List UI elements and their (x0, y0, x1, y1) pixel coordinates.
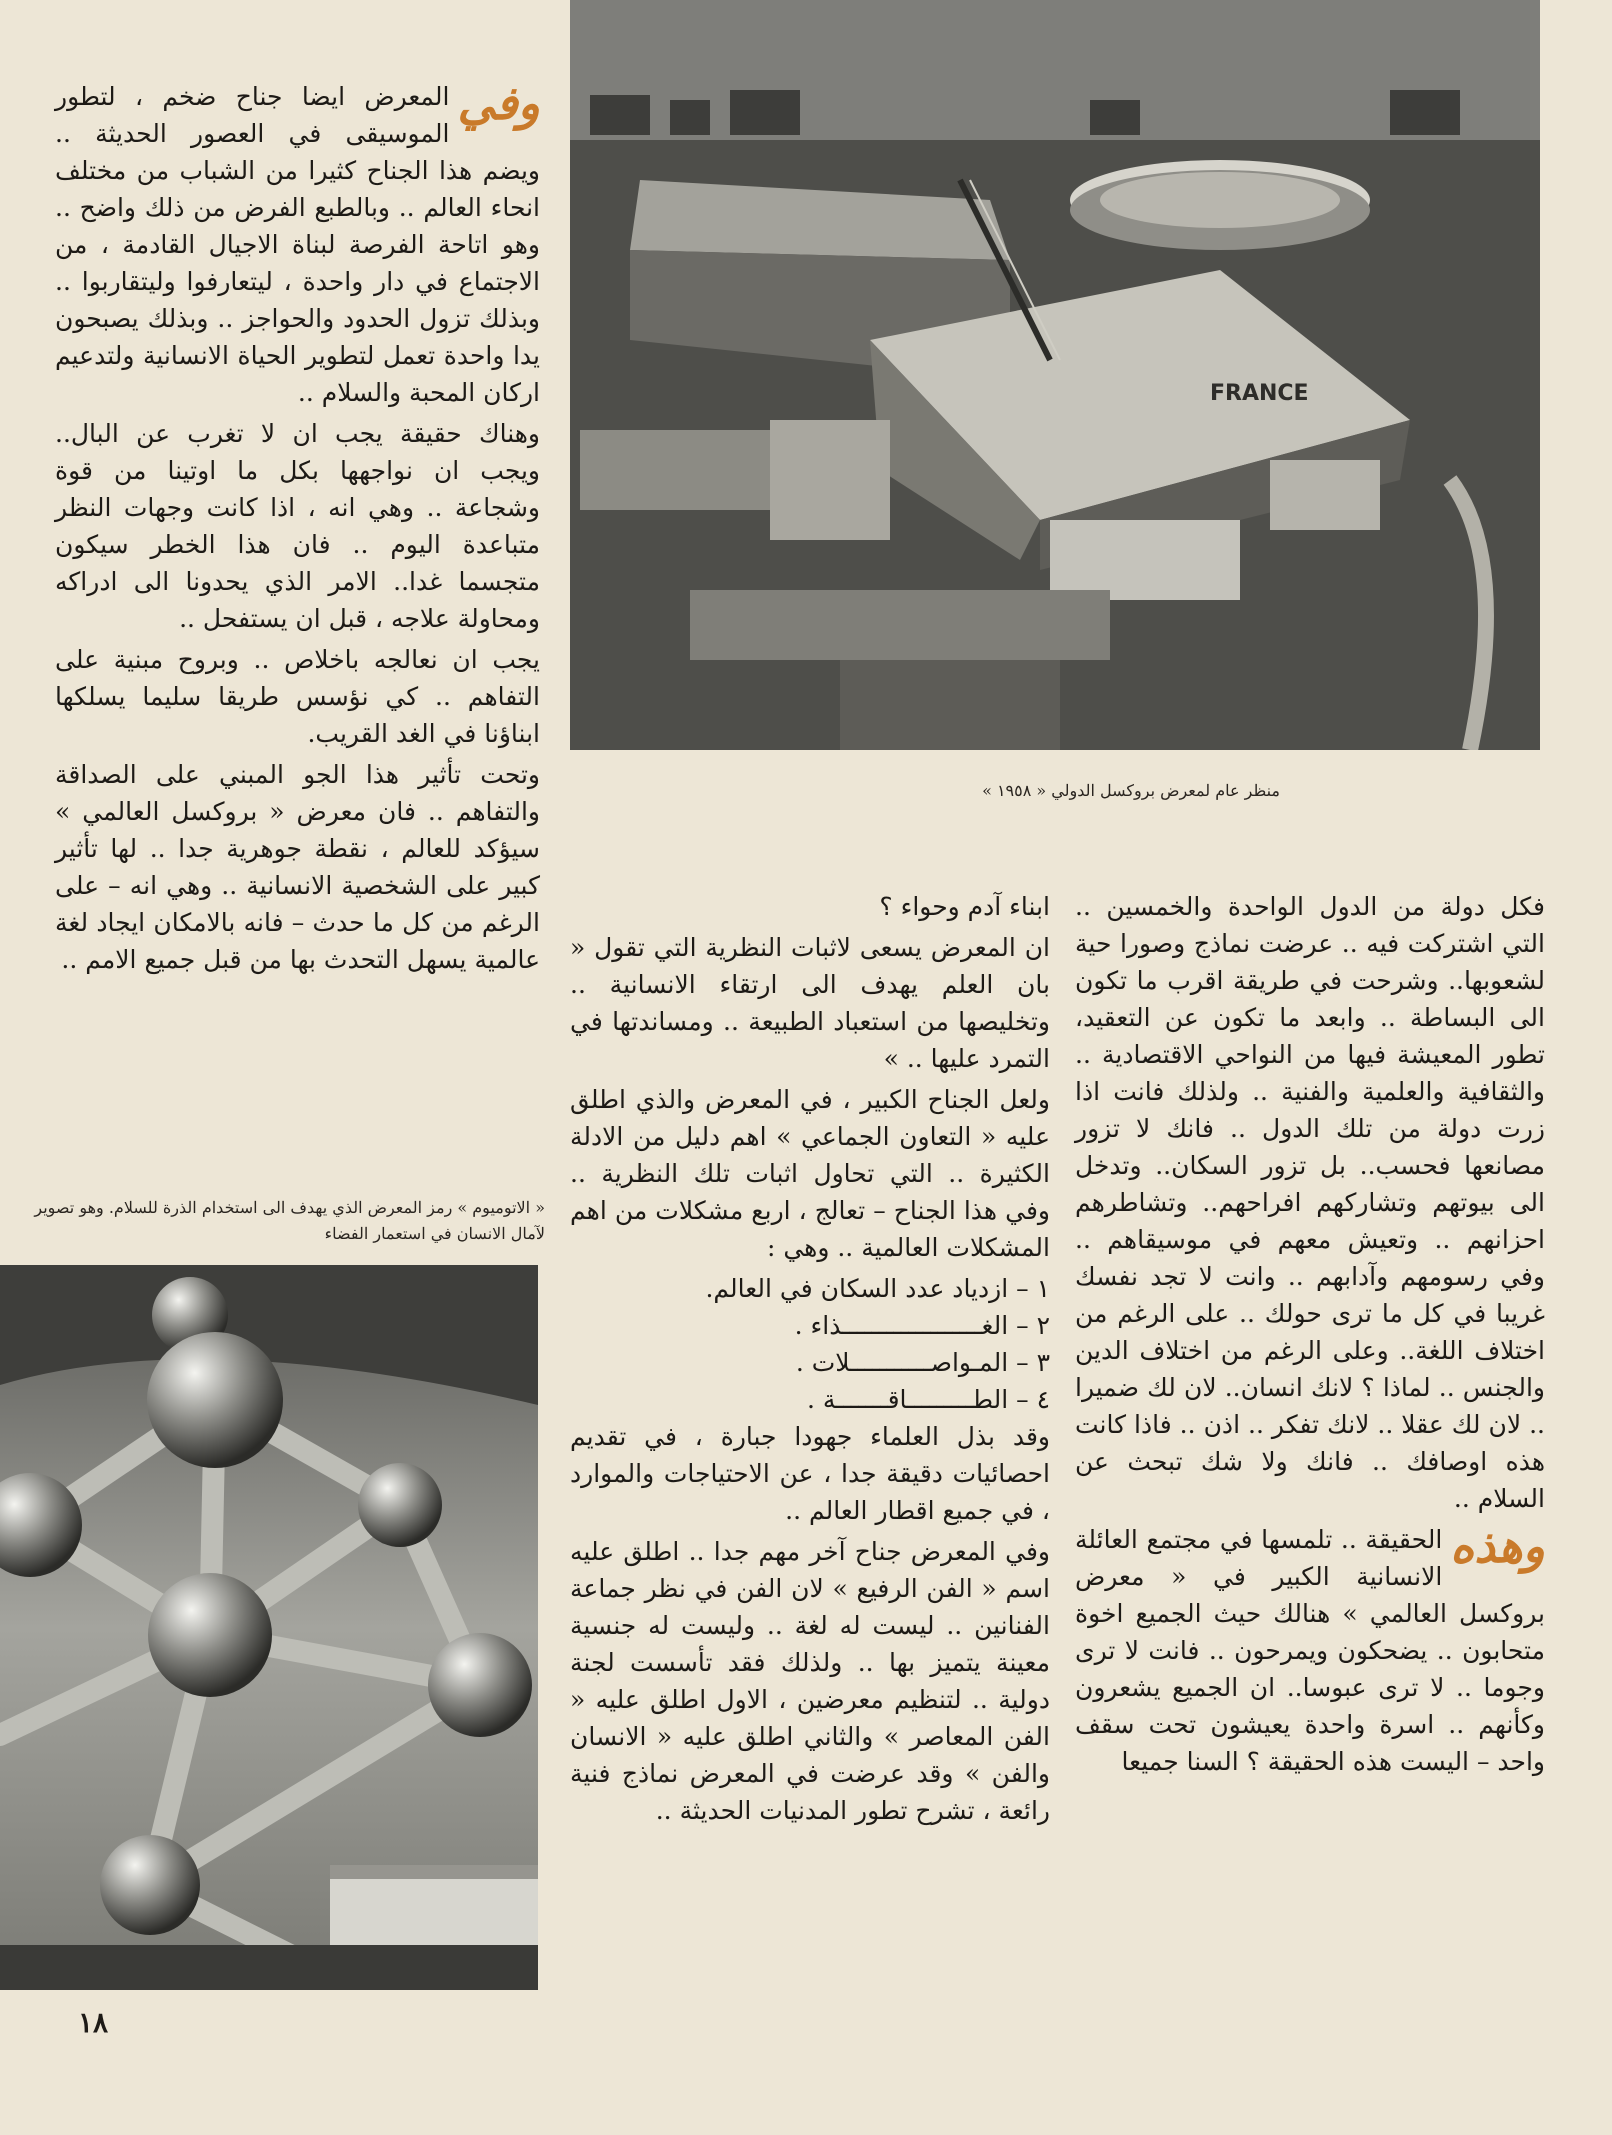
left-paragraph-3: يجب ان نعالجه باخلاص .. وبروح مبنية على التفاهم .. كي نؤسس طريقا سليما يسلكها ابناؤنا في الغد القريب. (55, 645, 540, 748)
atomium-illustration (0, 1265, 538, 1990)
right-column-text (1075, 888, 1545, 1784)
middle-paragraph-3: ولعل الجناح الكبير ، في المعرض والذي اطلق عليه « التعاون الجماعي » اهم دليل من الادلة الكثيرة .. التي تحاول اثبات تلك النظرية .. وفي هذا الجناح – تعالج ، اربع مشكلات من اهم المشكلات العالمية .. وهي : (570, 1085, 1050, 1262)
page-number: ١٨ (78, 2006, 109, 2039)
atomium-photo-caption: « الاتوميوم » رمز المعرض الذي يهدف الى استخدام الذرة للسلام. وهو تصوير لآمال الانسان في استعمار الفضاء (34, 1198, 545, 1243)
expo-aerial-illustration (570, 0, 1540, 750)
right-lead-word: وهذه (1450, 1519, 1545, 1573)
right-paragraph-2: الحقيقة .. تلمسها في مجتمع العائلة الانسانية الكبير في « معرض بروكسل العالمي » هنالك حيث الجميع اخوة متحابون .. يضحكون ويمرحون .. فانت لا ترى وجوما .. لا ترى عبوسا.. ان الجميع يشعرون وكأنهم .. اسرة واحدة يعيشون تحت سقف واحد – اليست هذه الحقيقة ؟ السنا جميعا (1075, 1525, 1545, 1776)
middle-paragraph-2: ان المعرض يسعى لاثبات النظرية التي تقول « بان العلم يهدف الى ارتقاء الانسانية .. وتخليصها من استعباد الطبيعة .. ومساندتها في التمرد عليها .. » (570, 933, 1050, 1073)
expo-aerial-photo (570, 0, 1540, 750)
left-column-text (55, 78, 540, 982)
left-paragraph-1: المعرض ايضا جناح ضخم ، لتطور الموسيقى في العصور الحديثة .. ويضم هذا الجناح كثيرا من الشباب من مختلف انحاء العالم .. وبالطبع الفرض من ذلك واضح .. وهو اتاحة الفرصة لبناة الاجيال القادمة ، من الاجتماع في دار واحدة ، ليتعارفوا وليتقاربوا .. وبذلك تزول الحدود والحواجز .. وبذلك يصبحون يدا واحدة تعمل لتطوير الحياة الانسانية ولتدعيم اركان المحبة والسلام .. (55, 82, 540, 407)
middle-column-text (570, 888, 1050, 1833)
world-problems-list (570, 1270, 1050, 1418)
list-item: ٤ – الطـــــــــاقـــــــة . (807, 1385, 1050, 1414)
left-paragraph-2: وهناك حقيقة يجب ان لا تغرب عن البال.. ويجب ان نواجهها بكل ما اوتينا من قوة وشجاعة .. وهي انه ، اذا كانت وجهات النظر متباعدة اليوم .. فان هذا الخطر سيكون متجسما غدا.. الامر الذي يحدونا الى ادراكه ومحاولة علاجه ، قبل ان يستفحل .. (55, 419, 540, 633)
right-paragraph-1: فكل دولة من الدول الواحدة والخمسين .. التي اشتركت فيه .. عرضت نماذج وصورا حية لشعوبها.. وشرحت في طريقة اقرب ما تكون الى البساطة .. وابعد ما تكون عن التعقيد، تطور المعيشة فيها من النواحي الاقتصادية .. والثقافية والعلمية والفنية .. ولذلك فانت اذا زرت دولة من تلك الدول .. فانك لا تزور مصانعها فحسب.. بل تزور السكان.. وتدخل الى بيوتهم وتشاركهم افراحهم.. وتشاطرهم احزانهم .. وتعيش معهم في موسيقاهم .. وفي رسومهم وآدابهم .. وانت لا تجد نفسك غريبا في كل ما ترى حولك .. على الرغم من اختلاف اللغة.. وعلى الرغم من اختلاف الدين والجنس .. لماذا ؟ لانك انسان.. لان لك ضميرا .. لان لك عقلا .. لانك تفكر .. اذن .. فاذا كانت هذه اوصافك .. فانك ولا شك تبحث عن السلام .. (1075, 892, 1545, 1513)
left-paragraph-4: وتحت تأثير هذا الجو المبني على الصداقة والتفاهم .. فان معرض « بروكسل العالمي » سيؤكد للعالم ، نقطة جوهرية جدا .. لها تأثير كبير على الشخصية الانسانية .. وهي انه – على الرغم من كل ما حدث – فانه بالامكان ايجاد لغة عالمية يسهل التحدث بها من قبل جميع الامم .. (55, 760, 540, 974)
left-lead-word: وفي (457, 76, 540, 130)
aerial-photo-caption: منظر عام لمعرض بروكسل الدولي « ١٩٥٨ » (982, 781, 1280, 800)
list-item: ٣ – المـواصـــــــــــلات . (795, 1348, 1050, 1377)
middle-paragraph-1: ابناء آدم وحواء ؟ (879, 892, 1050, 921)
middle-paragraph-4: وقد بذل العلماء جهودا جبارة ، في تقديم احصائيات دقيقة جدا ، عن الاحتياجات والموارد ، في جميع اقطار العالم .. (570, 1422, 1050, 1525)
atomium-photo (0, 1265, 538, 1990)
list-item: ١ – ازدياد عدد السكان في العالم. (705, 1274, 1050, 1303)
france-sign: FRANCE (1210, 381, 1309, 406)
middle-paragraph-5: وفي المعرض جناح آخر مهم جدا .. اطلق عليه اسم « الفن الرفيع » لان الفن في نظر جماعة الفنانين .. ليست له لغة .. وليست له جنسية معينة يتميز بها .. ولذلك فقد تأسست لجنة دولية .. لتنظيم معرضين ، الاول اطلق عليه « الفن المعاصر » والثاني اطلق عليه « الانسان والفن » وقد عرضت في المعرض نماذج فنية رائعة ، تشرح تطور المدنيات الحديثة .. (570, 1537, 1050, 1825)
list-item: ٢ – الغـــــــــــــــــــذاء . (794, 1311, 1050, 1340)
